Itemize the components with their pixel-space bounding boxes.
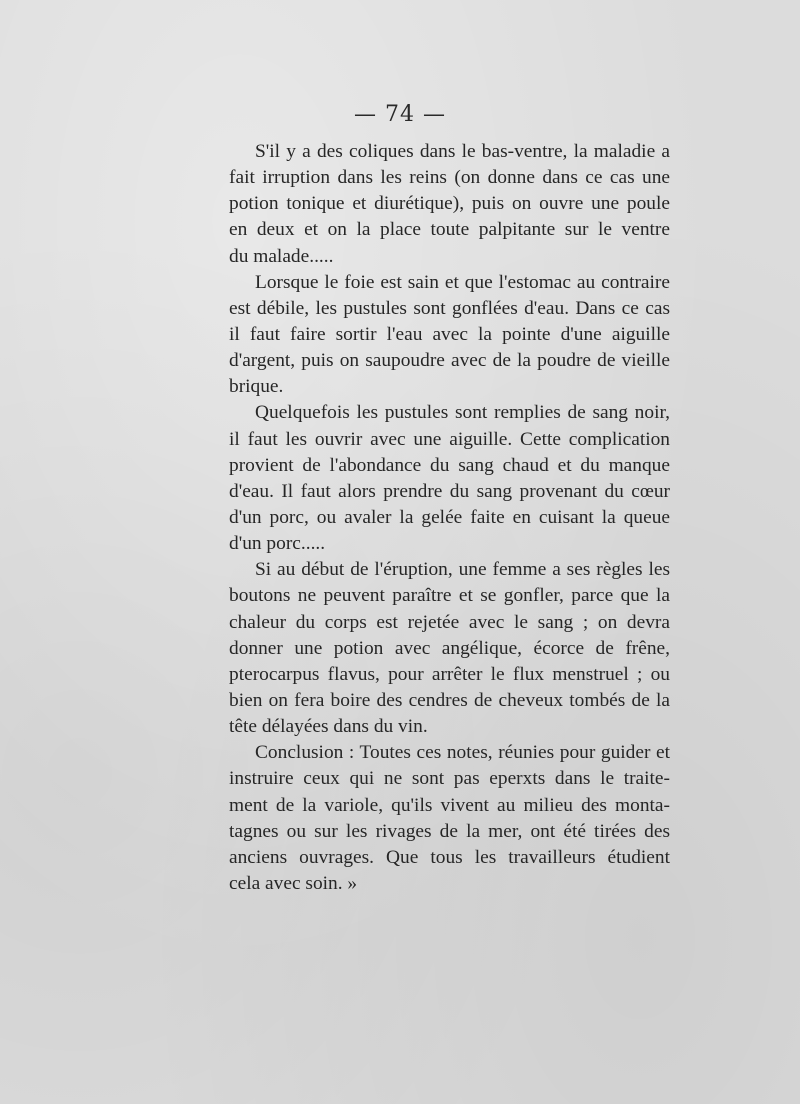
body-text <box>229 139 670 897</box>
text-line: instruire ceux qui ne sont pas eperxts dans le traite- <box>229 768 670 790</box>
text-line: cela avec soin. » <box>229 872 358 894</box>
text-line: fait irruption dans les reins (on donne dans ce cas une <box>229 167 670 189</box>
paragraph-colic <box>229 139 670 270</box>
text-line: pterocarpus flavus, pour arrêter le flux menstruel ; ou <box>229 663 670 685</box>
text-line: Lorsque le foie est sain et que l'estomac au contraire <box>255 271 670 293</box>
text-line: chaleur du corps est rejetée avec le sang ; on devra <box>229 611 670 633</box>
text-line: du malade..... <box>229 245 334 267</box>
text-line: Conclusion : Toutes ces notes, réunies pour guider et <box>255 742 670 764</box>
page-number: — 74 — <box>354 102 446 127</box>
paragraph-conclusion <box>229 740 670 897</box>
text-line: il faut les ouvrir avec une aiguille. Cette complication <box>229 428 670 450</box>
text-line: d'eau. Il faut alors prendre du sang provenant du cœur <box>229 480 670 502</box>
text-line: il faut faire sortir l'eau avec la pointe d'une aiguille <box>229 323 670 345</box>
text-line: S'il y a des coliques dans le bas-ventre, la maladie a <box>255 141 670 162</box>
text-line: ment de la variole, qu'ils vivent au milieu des monta- <box>229 794 670 816</box>
text-line: donner une potion avec angélique, écorce de frêne, <box>229 637 670 659</box>
text-line: d'un porc..... <box>229 533 326 555</box>
paragraph-blood <box>229 400 670 557</box>
text-line: Quelquefois les pustules sont remplies de sang noir, <box>255 402 670 424</box>
paragraph-liver <box>229 270 670 401</box>
text-line: en deux et on la place toute palpitante sur le ventre <box>229 219 670 241</box>
text-line: boutons ne peuvent paraître et se gonfler, parce que la <box>229 585 670 607</box>
text-line: tagnes ou sur les rivages de la mer, ont été tirées des <box>229 820 670 842</box>
paragraph-eruption <box>229 557 670 740</box>
text-line: est débile, les pustules sont gonflées d'eau. Dans ce cas <box>229 297 670 319</box>
text-line: tête délayées dans du vin. <box>229 716 428 738</box>
text-line: anciens ouvrages. Que tous les travailleurs étudient <box>229 846 670 868</box>
text-line: potion tonique et diurétique), puis on ouvre une poule <box>229 193 670 215</box>
text-line: brique. <box>229 376 284 398</box>
text-line: bien on fera boire des cendres de cheveux tombés de la <box>229 689 670 711</box>
text-line: provient de l'abondance du sang chaud et du manque <box>229 454 670 476</box>
text-line: d'un porc, ou avaler la gelée faite en cuisant la queue <box>229 506 670 528</box>
text-line: Si au début de l'éruption, une femme a ses règles les <box>255 559 670 581</box>
text-line: d'argent, puis on saupoudre avec de la poudre de vieille <box>229 350 670 372</box>
